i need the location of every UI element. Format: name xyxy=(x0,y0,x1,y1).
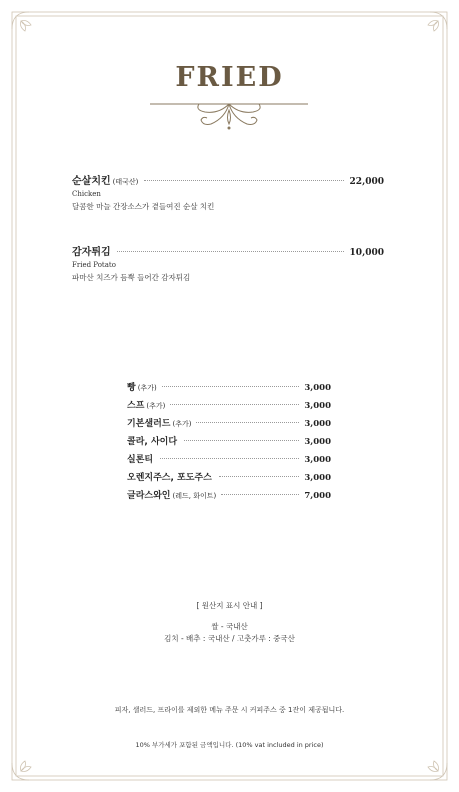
origin-rice: 쌀 - 국내산 xyxy=(211,622,248,631)
side-note: (레드, 화이트) xyxy=(172,492,217,500)
item-price: 22,000 xyxy=(349,177,384,187)
dot-leader xyxy=(117,251,344,252)
list-item xyxy=(127,470,331,488)
list-item xyxy=(127,434,331,452)
dot-leader xyxy=(144,180,343,181)
side-price: 3,000 xyxy=(304,401,331,411)
dot-leader xyxy=(221,494,299,495)
origin-heading: [ 원산지 표시 안내 ] xyxy=(196,601,263,610)
dot-leader xyxy=(219,476,300,477)
side-price: 3,000 xyxy=(304,455,331,465)
side-name: 빵 xyxy=(127,383,136,393)
item-name: 감자튀김 xyxy=(72,247,111,258)
list-item xyxy=(127,452,331,470)
list-item xyxy=(127,416,331,434)
item-price: 10,000 xyxy=(349,248,384,258)
side-name: 글라스와인 xyxy=(127,491,171,501)
coffee-notice: 피자, 샐러드, 프라이를 제외한 메뉴 주문 시 커피주스 중 1잔이 제공됩니다. xyxy=(114,706,345,714)
list-item xyxy=(127,488,331,506)
dot-leader xyxy=(160,458,299,459)
side-note: (추가) xyxy=(137,384,157,392)
item-english-name: Fried Potato xyxy=(72,261,116,269)
side-price: 7,000 xyxy=(304,491,331,501)
side-menu-list xyxy=(127,380,331,506)
side-name: 스프 xyxy=(127,401,145,411)
dot-leader xyxy=(170,404,299,405)
side-name: 콜라, 사이다 xyxy=(127,437,178,447)
item-english-name: Chicken xyxy=(72,190,101,198)
dot-leader xyxy=(184,440,299,441)
item-description: 파마산 치즈가 듬뿍 들어간 감자튀김 xyxy=(72,273,191,282)
side-price: 3,000 xyxy=(304,437,331,447)
page-title: FRIED xyxy=(175,62,284,93)
vat-notice: 10% 부가세가 포함된 금액입니다. (10% vat included in price) xyxy=(135,741,324,749)
origin-kimchi: 김치 - 배추 : 국내산 / 고춧가루 : 중국산 xyxy=(164,634,295,643)
dot-leader xyxy=(196,422,299,423)
side-name: 실론티 xyxy=(127,455,154,465)
side-price: 3,000 xyxy=(304,419,331,429)
side-name: 오렌지주스, 포도주스 xyxy=(127,473,212,483)
menu-item-chicken xyxy=(72,172,384,212)
ornament-divider xyxy=(148,98,310,138)
menu-item-fried-potato xyxy=(72,243,384,283)
dot-leader xyxy=(162,386,300,387)
item-name: 순살치킨 (태국산) xyxy=(72,176,139,187)
item-description: 달콤한 마늘 간장소스가 곁들여진 순살 치킨 xyxy=(72,202,215,211)
list-item xyxy=(127,398,331,416)
list-item xyxy=(127,380,331,398)
side-note: (추가) xyxy=(172,420,192,428)
side-price: 3,000 xyxy=(304,383,331,393)
side-name: 기본샐러드 xyxy=(127,419,171,429)
item-origin: (태국산) xyxy=(112,178,139,186)
side-price: 3,000 xyxy=(304,473,331,483)
side-note: (추가) xyxy=(146,402,166,410)
